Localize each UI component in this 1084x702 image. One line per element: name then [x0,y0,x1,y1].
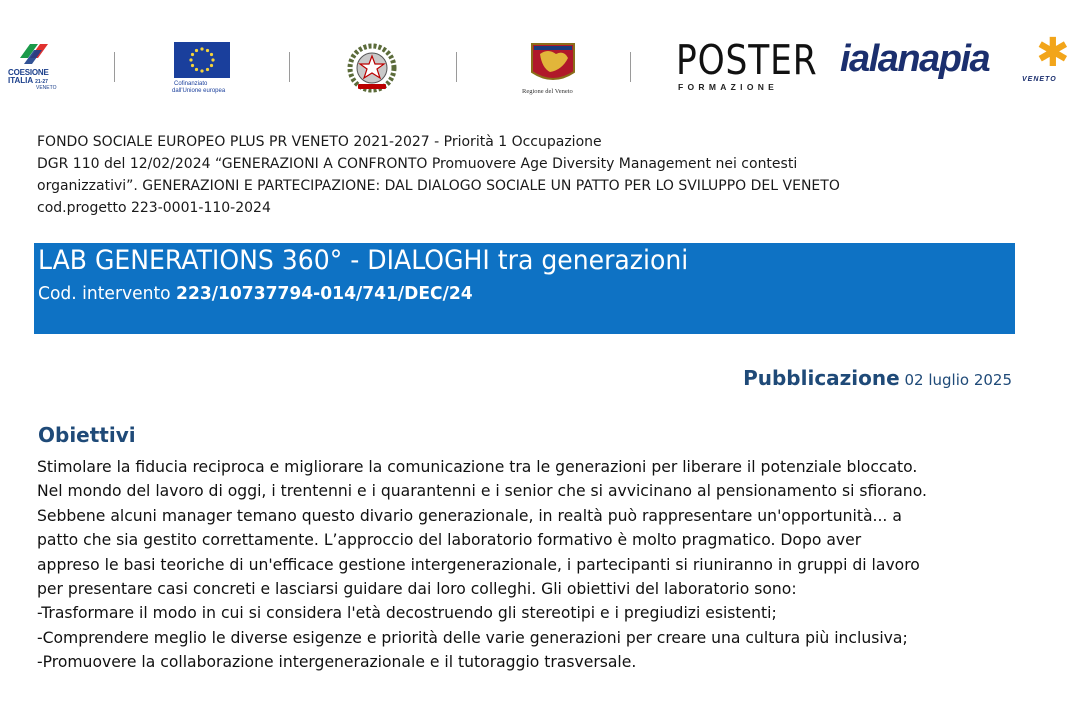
coesione-italia-logo [8,38,68,96]
list-item: -Promuovere la collaborazione intergenerazionale e il tutoraggio trasversale. [37,653,637,672]
coesione-mark-icon [16,38,56,68]
header-line: FONDO SOCIALE EUROPEO PLUS PR VENETO 2021-2027 - Priorità 1 Occupazione [37,134,602,150]
eu-line2: dall'Unione europea [172,88,226,94]
intervention-code: Cod. intervento 223/10737794-014/741/DEC/24 [38,283,473,304]
lion-of-st-mark-icon [528,42,578,86]
publication-date-value: 02 luglio 2025 [899,371,1012,389]
divider [456,52,457,82]
logo-bar [0,31,1084,98]
coesione-line3: VENETO [36,85,57,91]
eu-line1: Cofinanziato [174,81,208,87]
header-line: DGR 110 del 12/02/2024 “GENERAZIONI A CONFRONTO Promuovere Age Diversity Management nei contesti [37,156,798,172]
star-icon: ✱ [1036,31,1070,75]
header-line: cod.progetto 223-0001-110-2024 [37,200,271,216]
eu-logo [168,38,240,96]
divider [630,52,631,82]
publication-label: Pubblicazione [743,366,900,390]
poster-sub: FORMAZIONE [678,82,779,92]
paragraph-line: Sebbene alcuni manager temano questo divario generazionale, in realtà può rappresentare un'opportunità... a [37,506,902,525]
objectives-heading: Obiettivi [38,423,136,447]
course-title: LAB GENERATIONS 360° - DIALOGHI tra generazioni [38,245,689,276]
poster-name: POSTER [676,36,818,84]
ialanapia-name: ialanapia [840,38,990,80]
list-item: -Trasformare il modo in cui si considera l'età decostruendo gli stereotipi e i pregiudizi esistenti; [37,604,777,623]
header-line: organizzativi”. GENERAZIONI E PARTECIPAZIONE: DAL DIALOGO SOCIALE UN PATTO PER LO SVILUPPO DEL VENETO [37,178,840,194]
eu-flag-icon [174,42,230,78]
publication-date [743,366,1012,390]
veneto-label: Regione del Veneto [522,88,573,95]
regione-veneto-logo [520,38,590,98]
coesione-line2: ITALIA 21-27 [8,76,48,85]
divider [114,52,115,82]
ialanapia-logo [838,31,1084,96]
paragraph-line: Nel mondo del lavoro di oggi, i trentenni e i quarantenni e i senior che si avvicinano al pensionamento si sfiorano. [37,482,927,501]
italian-republic-emblem-icon [344,38,400,96]
poster-formazione-logo [676,38,818,96]
paragraph-line: Stimolare la fiducia reciproca e migliorare la comunicazione tra le generazioni per liberare il potenziale bloccato. [37,458,918,476]
ialanapia-sub: VENETO [1022,76,1057,83]
objectives-text [37,455,1047,675]
list-item: -Comprendere meglio le diverse esigenze e priorità delle varie generazioni per creare una cultura più inclusiva; [37,628,908,647]
paragraph-line: appreso le basi teoriche di un'efficace gestione intergenerazionale, i partecipanti si riuniranno in gruppi di lavoro [37,555,920,574]
paragraph-line: per presentare casi concreti e lasciarsi guidare dai loro colleghi. Gli obiettivi del laboratorio sono: [37,580,797,599]
coesione-line1: COESIONE [8,68,49,77]
title-banner [34,243,1015,334]
program-header [37,131,1037,219]
divider [289,52,290,82]
paragraph-line: patto che sia gestito correttamente. L’approccio del laboratorio formativo è molto pragmatico. Dopo aver [37,531,862,550]
